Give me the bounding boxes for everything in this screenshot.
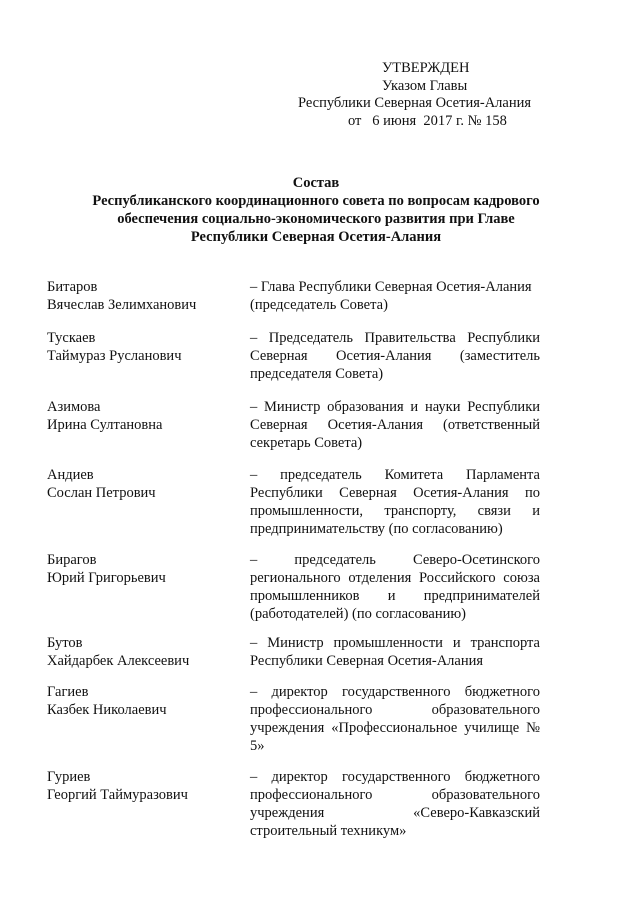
member-name — [47, 634, 237, 670]
role-line: предпринимательству (по согласованию) — [250, 521, 503, 537]
role-line: (председатель Совета) — [250, 297, 388, 313]
title-line-4: Республики Северная Осетия-Алания — [190, 229, 442, 245]
member-name — [47, 278, 237, 314]
approval-stamp-block — [298, 60, 558, 130]
member-given-name: Сослан Петрович — [47, 485, 156, 501]
role-line: – директор государственного бюджетного — [250, 684, 540, 700]
title-line-3: обеспечения социально-экономического развития при Главе — [117, 211, 515, 227]
member-surname: Андиев — [47, 467, 94, 483]
role-line: 5» — [250, 738, 265, 754]
role-line: (работодателей) (по согласованию) — [250, 606, 467, 622]
role-line: регионального отделения Российского союза — [250, 570, 540, 586]
member-given-name: Ирина Султановна — [47, 417, 163, 433]
role-line: – Министр образования и науки Республики — [250, 399, 540, 415]
role-line: учреждения «Северо-Кавказский — [250, 805, 540, 821]
document-title — [40, 174, 592, 246]
member-role — [250, 466, 540, 538]
role-line: – директор государственного бюджетного — [250, 769, 540, 785]
member-given-name: Вячеслав Зелимханович — [47, 297, 197, 313]
approval-decree: Указом Главы — [382, 77, 468, 94]
member-given-name: Юрий Григорьевич — [47, 570, 166, 586]
member-role — [250, 278, 540, 314]
role-line: строительный техникум» — [250, 823, 407, 839]
approval-date-number: от 6 июня 2017 г. № 158 — [348, 112, 507, 129]
title-line-1: Состав — [292, 175, 340, 191]
role-line: профессионального образовательного — [250, 702, 540, 718]
member-given-name: Казбек Николаевич — [47, 702, 167, 718]
role-line: секретарь Совета) — [250, 435, 363, 451]
member-surname: Гуриев — [47, 769, 91, 785]
title-line-2: Республиканского координационного совета по вопросам кадрового — [92, 193, 540, 209]
member-surname: Битаров — [47, 279, 98, 295]
role-line: Северная Осетия-Алания (заместитель — [250, 348, 540, 364]
approval-heading: УТВЕРЖДЕН — [382, 60, 470, 76]
member-name — [47, 398, 237, 434]
role-line: Северная Осетия-Алания (ответственный — [250, 417, 540, 433]
role-line: – Министр промышленности и транспорта — [250, 635, 540, 651]
approval-republic: Республики Северная Осетия-Алания — [298, 95, 532, 111]
member-surname: Тускаев — [47, 330, 96, 346]
member-role — [250, 398, 540, 452]
member-surname: Бутов — [47, 635, 83, 651]
role-line: Республики Северная Осетия-Алания по — [250, 485, 540, 501]
role-line: – Глава Республики Северная Осетия-Алания — [250, 279, 532, 295]
role-line: – Председатель Правительства Республики — [250, 330, 540, 346]
member-given-name: Хайдарбек Алексеевич — [47, 653, 190, 669]
member-given-name: Георгий Таймуразович — [47, 787, 188, 803]
member-name — [47, 768, 237, 804]
member-name — [47, 466, 237, 502]
member-surname: Азимова — [47, 399, 101, 415]
member-name — [47, 329, 237, 365]
member-role — [250, 329, 540, 383]
member-role — [250, 634, 540, 670]
member-name — [47, 551, 237, 587]
member-role — [250, 683, 540, 755]
role-line: председателя Совета) — [250, 366, 384, 382]
member-given-name: Таймураз Русланович — [47, 348, 182, 364]
role-line: профессионального образовательного — [250, 787, 540, 803]
role-line: учреждения «Профессиональное училище № — [250, 720, 540, 736]
role-line: – председатель Северо-Осетинского — [250, 552, 540, 568]
member-surname: Бирагов — [47, 552, 97, 568]
member-role — [250, 768, 540, 840]
role-line: промышленников и предпринимателей — [250, 588, 540, 604]
role-line: промышленности, транспорту, связи и — [250, 503, 540, 519]
role-line: – председатель Комитета Парламента — [250, 467, 540, 483]
member-surname: Гагиев — [47, 684, 89, 700]
member-name — [47, 683, 237, 719]
member-role — [250, 551, 540, 623]
role-line: Республики Северная Осетия-Алания — [250, 653, 484, 669]
